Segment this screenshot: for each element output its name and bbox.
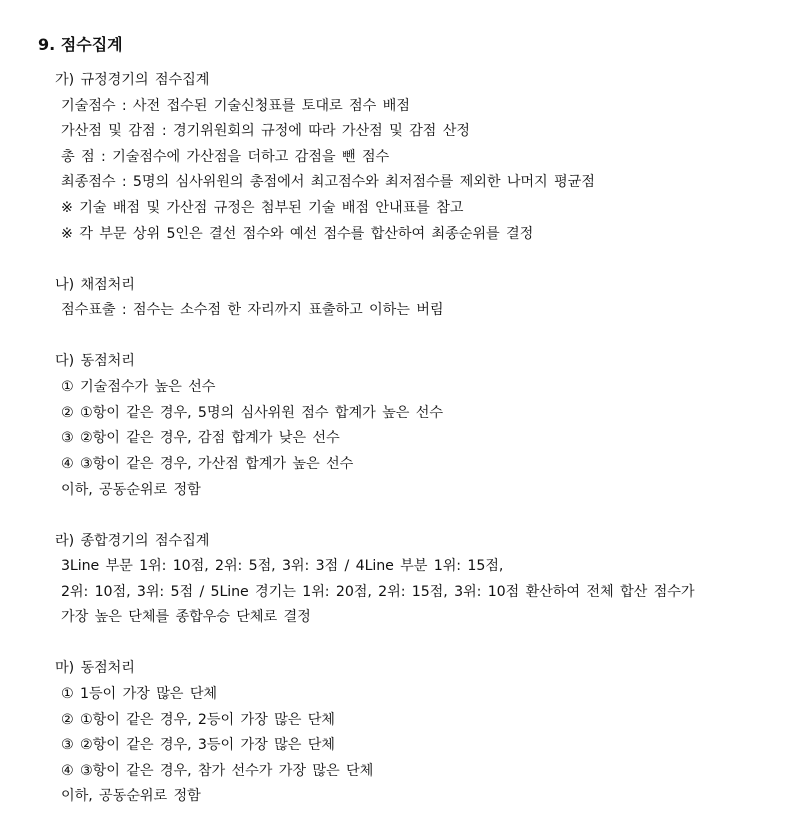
note-line: ※ 기술 배점 및 가산점 규정은 첨부된 기술 배점 안내표를 참고 — [61, 200, 464, 216]
text-line: 기술점수 : 사전 접수된 기술신청표를 토대로 점수 배점 — [61, 98, 410, 114]
list-item: ② ①항이 같은 경우, 5명의 심사위원 점수 합계가 높은 선수 — [61, 405, 443, 421]
list-item: ② ①항이 같은 경우, 2등이 가장 많은 단체 — [61, 712, 335, 728]
text-line: 총 점 : 기술점수에 가산점을 더하고 감점을 뺀 점수 — [61, 149, 390, 165]
text-line: 가장 높은 단체를 종합우승 단체로 결정 — [61, 609, 311, 625]
text-line: 2위: 10점, 3위: 5점 / 5Line 경기는 1위: 20점, 2위: 15점, 3위: 10점 환산하여 전체 합산 점수가 — [61, 584, 695, 600]
list-item: ③ ②항이 같은 경우, 3등이 가장 많은 단체 — [61, 737, 335, 753]
subsection-heading-d: 라) 종합경기의 점수집계 — [55, 533, 210, 549]
text-line: 가산점 및 감점 : 경기위원회의 규정에 따라 가산점 및 감점 산정 — [61, 123, 470, 139]
list-item: ④ ③항이 같은 경우, 가산점 합계가 높은 선수 — [61, 456, 354, 472]
section-title: 9. 점수집계 — [38, 35, 123, 54]
text-line: 이하, 공동순위로 정함 — [61, 482, 201, 498]
subsection-heading-b: 나) 채점처리 — [55, 277, 135, 293]
list-item: ① 1등이 가장 많은 단체 — [61, 686, 218, 702]
text-line: 이하, 공동순위로 정함 — [61, 788, 201, 804]
list-item: ③ ②항이 같은 경우, 감점 합계가 낮은 선수 — [61, 430, 340, 446]
text-line: 점수표출 : 점수는 소수점 한 자리까지 표출하고 이하는 버림 — [61, 302, 444, 318]
list-item: ④ ③항이 같은 경우, 참가 선수가 가장 많은 단체 — [61, 763, 374, 779]
note-line: ※ 각 부문 상위 5인은 결선 점수와 예선 점수를 합산하여 최종순위를 결정 — [61, 226, 534, 242]
text-line: 3Line 부문 1위: 10점, 2위: 5점, 3위: 3점 / 4Line 부분 1위: 15점, — [61, 558, 504, 574]
list-item: ① 기술점수가 높은 선수 — [61, 379, 216, 395]
text-line: 최종점수 : 5명의 심사위원의 총점에서 최고점수와 최저점수를 제외한 나머지 평균점 — [61, 174, 595, 190]
subsection-heading-e: 마) 동점처리 — [55, 660, 135, 676]
subsection-heading-c: 다) 동점처리 — [55, 353, 135, 369]
subsection-heading-a: 가) 규정경기의 점수집계 — [55, 72, 210, 88]
